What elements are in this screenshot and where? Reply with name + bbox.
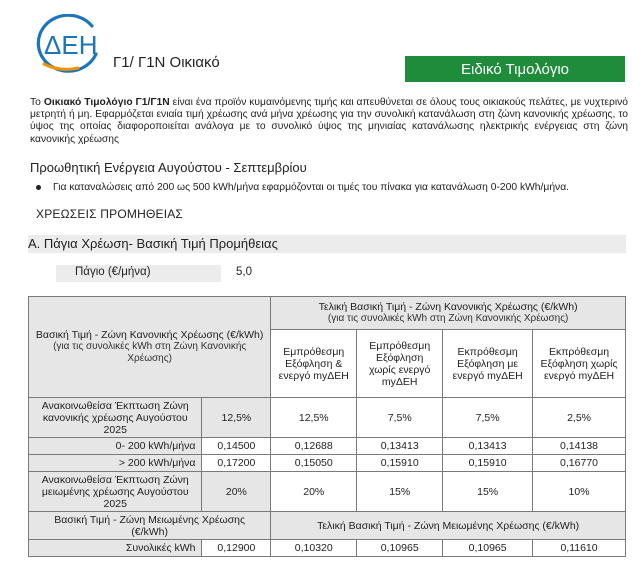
row-normal-1-v0: 0,15050 (271, 455, 357, 472)
row-normal-0-v0: 0,12688 (271, 438, 357, 455)
row-normal-1-v3: 0,16770 (533, 455, 626, 472)
row-normal-0-v2: 0,13413 (443, 438, 533, 455)
row-reduced-base: 0,12900 (202, 540, 271, 557)
promo-bullet-text: Για καταναλώσεις από 200 ως 500 kWh/μήνα εφαρμόζονται οι τιμές του πίνακα για κατανάλωση 0-200 kWh/μήνα. (53, 182, 570, 193)
row-normal-0-label: 0- 200 kWh/μήνα (29, 438, 202, 455)
logo-text: ΔΕΗ (44, 30, 98, 60)
discount-normal-base: 12,5% (202, 398, 271, 438)
intro-paragraph (30, 97, 628, 146)
table-row (29, 540, 626, 557)
product-name: Γ1/ Γ1Ν Οικιακό (113, 54, 220, 71)
price-table (28, 296, 626, 557)
discount-reduced-base: 20% (202, 472, 271, 512)
final-title: Τελική Βασική Τιμή - Ζώνη Κανονικής Χρέωσης (€/kWh) (318, 301, 578, 313)
fixed-charge-label: Πάγιο (€/μήνα) (75, 266, 151, 278)
dei-logo (30, 14, 104, 76)
fixed-charge-value: 5,0 (236, 266, 252, 278)
bullet-dot-icon (36, 185, 41, 190)
table-reduced-header-row (29, 512, 626, 540)
corner-sub: (για τις συνολικές kWh στη Ζώνη Κανονικής Χρέωσης) (53, 341, 247, 364)
row-normal-1-v1: 0,15910 (357, 455, 443, 472)
promo-bullet (36, 182, 569, 193)
table-row (29, 455, 626, 472)
discount-reduced-v0: 20% (271, 472, 357, 512)
row-reduced-v2: 0,10965 (443, 540, 533, 557)
intro-bold: Οικιακό Τιμολόγιο Γ1/Γ1Ν (43, 97, 170, 108)
discount-reduced-label: Ανακοινωθείσα Έκπτωση Ζώνη μειωμένης χρέωσης Αυγούστου 2025 (29, 472, 202, 512)
col-header-0: Εμπρόθεσμη Εξόφληση & ενεργό myΔΕΗ (271, 330, 357, 398)
row-normal-0-base: 0,14500 (202, 438, 271, 455)
discount-normal-v0: 12,5% (271, 398, 357, 438)
discount-normal-label: Ανακοινωθείσα Έκπτωση Ζώνη κανονικής χρέωσης Αυγούστου 2025 (29, 398, 202, 438)
discount-reduced-v2: 15% (443, 472, 533, 512)
col-header-2: Εκπρόθεσμη Εξόφληση με ενεργό myΔΕΗ (443, 330, 533, 398)
intro-pre: Το (30, 97, 44, 108)
reduced-final-title: Τελική Βασική Τιμή - Ζώνη Μειωμένης Χρέωσης (€/kWh) (271, 512, 626, 540)
table-row (29, 472, 626, 512)
row-reduced-label: Συνολικές kWh (29, 540, 202, 557)
discount-normal-v2: 7,5% (443, 398, 533, 438)
row-reduced-v1: 0,10965 (357, 540, 443, 557)
row-normal-1-v2: 0,15910 (443, 455, 533, 472)
discount-normal-v1: 7,5% (357, 398, 443, 438)
discount-reduced-v3: 10% (533, 472, 626, 512)
row-normal-0-v3: 0,14138 (533, 438, 626, 455)
discount-reduced-v1: 15% (357, 472, 443, 512)
intro-post: είναι ένα προϊόν κυμαινόμενης τιμής και απευθύνεται σε όλους τους οικιακούς πελάτες, με νυχτερινό μετρητή ή μη. Εφαρμόζεται ενιαία τιμή χρέωσης ανά μήνα χρέωσης για την συνολική κατανάλωση στη ζώνη κανονικής χρέωσης, το ύψος της οποίας διαφοροποιείται ανάλογα με το συνολικό ύψος της μηνιαίας κατανάλωσης ηλεκτρικής ενέργειας στη ζώνη κανονικής χρέωσης (30, 97, 628, 145)
reduced-base-title: Βασική Τιμή - Ζώνη Μειωμένης Χρέωσης (€/kWh) (29, 512, 271, 540)
table-row (29, 438, 626, 455)
special-tariff-badge: Ειδικό Τιμολόγιο (405, 56, 625, 82)
corner-header-cell (29, 297, 271, 398)
table-header-row (29, 297, 626, 330)
col-header-3: Εκπρόθεσμη Εξόφληση χωρίς ενεργό myΔΕΗ (533, 330, 626, 398)
promo-title: Προωθητική Ενέργεια Αυγούστου - Σεπτεμβρίου (30, 160, 307, 175)
final-sub: (για τις συνολικές kWh στη Ζώνη Κανονικής Χρέωσης) (327, 313, 569, 324)
row-normal-1-label: > 200 kWh/μήνα (29, 455, 202, 472)
col-header-1: Εμπρόθεσμη Εξόφληση χωρίς ενεργό myΔΕΗ (357, 330, 443, 398)
row-reduced-v3: 0,11610 (533, 540, 626, 557)
row-reduced-v0: 0,10320 (271, 540, 357, 557)
row-normal-1-base: 0,17200 (202, 455, 271, 472)
corner-title: Βασική Τιμή - Ζώνη Κανονικής Χρέωσης (€/kWh) (35, 329, 264, 341)
section-a-title: Α. Πάγια Χρέωση- Βασική Τιμή Προμήθειας (28, 236, 278, 251)
table-row (29, 398, 626, 438)
row-normal-0-v1: 0,13413 (357, 438, 443, 455)
final-header-cell (271, 297, 626, 330)
charges-heading: ΧΡΕΩΣΕΙΣ ΠΡΟΜΗΘΕΙΑΣ (36, 207, 184, 221)
discount-normal-v3: 2,5% (533, 398, 626, 438)
